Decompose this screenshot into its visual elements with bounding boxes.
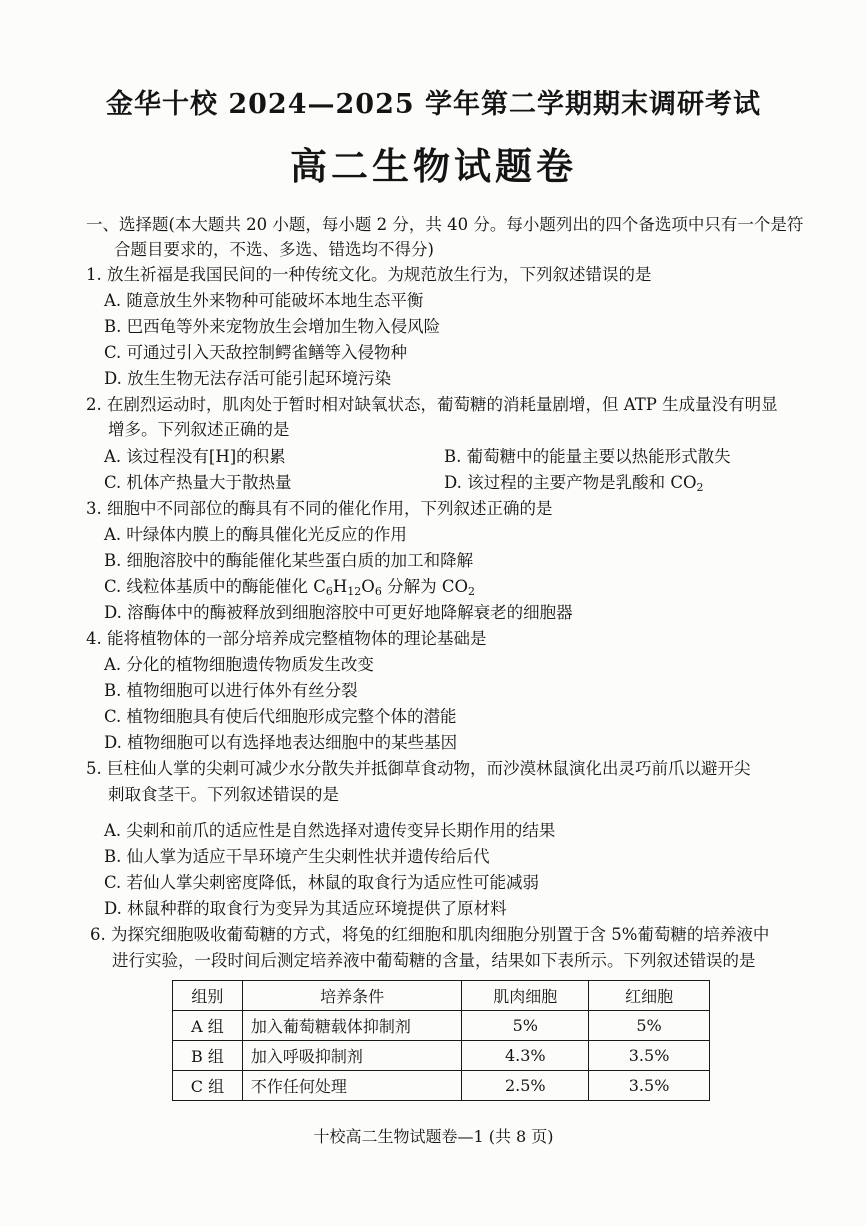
question-5-option-d: D. 林鼠种群的取食行为变异为其适应环境提供了原材料 (104, 899, 507, 918)
question-1-option-a: A. 随意放生外来物种可能破坏本地生态平衡 (104, 291, 424, 310)
question-5-stem-line1: 5. 巨柱仙人掌的尖刺可减少水分散失并抵御草食动物，而沙漠林鼠演化出灵巧前爪以避开尖 (86, 759, 751, 778)
section-instructions-line2: 合题目要求的，不选、多选、错选均不得分) (114, 240, 434, 259)
question-2-option-b: B. 葡萄糖中的能量主要以热能形式散失 (444, 447, 731, 466)
question-6-results-table (172, 980, 710, 1101)
table-row (173, 1071, 710, 1101)
question-3-option-a: A. 叶绿体内膜上的酶具催化光反应的作用 (104, 525, 407, 544)
section-instructions-line1: 一、选择题(本大题共 20 小题，每小题 2 分，共 40 分。每小题列出的四个备选项中只有一个是符 (86, 215, 804, 234)
question-3-option-b: B. 细胞溶胶中的酶能催化某些蛋白质的加工和降解 (104, 551, 474, 570)
exam-title: 金华十校 2024—2025 学年第二学期期末调研考试 (105, 89, 762, 120)
question-1-stem: 1. 放生祈福是我国民间的一种传统文化。为规范放生行为，下列叙述错误的是 (86, 265, 652, 284)
table-cell: 3.5% (589, 1071, 710, 1101)
question-2-stem-line1: 2. 在剧烈运动时，肌肉处于暂时相对缺氧状态，葡萄糖的消耗量剧增，但 ATP 生成量没有明显 (86, 395, 778, 414)
question-2-option-a: A. 该过程没有[H]的积累 (104, 447, 286, 466)
table-cell: B 组 (173, 1041, 243, 1071)
table-header-cell: 组别 (173, 981, 243, 1011)
question-1-option-d: D. 放生生物无法存活可能引起环境污染 (104, 369, 392, 388)
question-3-option-c: C. 线粒体基质中的酶能催化 $C_6H_{12}O_6$ 分解为 $CO_2$ (104, 577, 475, 598)
question-4-option-d: D. 植物细胞可以有选择地表达细胞中的某些基因 (104, 733, 458, 752)
table-cell: 加入呼吸抑制剂 (242, 1041, 462, 1071)
question-4-option-c: C. 植物细胞具有使后代细胞形成完整个体的潜能 (104, 707, 457, 726)
question-1-option-b: B. 巴西龟等外来宠物放生会增加生物入侵风险 (104, 317, 441, 336)
question-6-stem-line2: 进行实验，一段时间后测定培养液中葡萄糖的含量，结果如下表所示。下列叙述错误的是 (112, 951, 756, 970)
question-2-stem-line2: 增多。下列叙述正确的是 (108, 420, 290, 439)
question-2-option-c: C. 机体产热量大于散热量 (104, 473, 292, 492)
table-row (173, 1011, 710, 1041)
question-1-option-c: C. 可通过引入天敌控制鳄雀鳝等入侵物种 (104, 343, 408, 362)
question-6-stem-line1: 6. 为探究细胞吸收葡萄糖的方式，将兔的红细胞和肌肉细胞分别置于含 5%葡萄糖的培养液中 (90, 925, 770, 944)
table-cell: 4.3% (462, 1041, 589, 1071)
table-header-cell: 红细胞 (589, 981, 710, 1011)
question-5-stem-line2: 刺取食茎干。下列叙述错误的是 (108, 785, 339, 804)
question-3-option-d: D. 溶酶体中的酶被释放到细胞溶胶中可更好地降解衰老的细胞器 (104, 603, 573, 622)
question-5-option-c: C. 若仙人掌尖刺密度降低，林鼠的取食行为适应性可能减弱 (104, 873, 540, 892)
table-cell: 不作任何处理 (242, 1071, 462, 1101)
question-4-option-b: B. 植物细胞可以进行体外有丝分裂 (104, 681, 358, 700)
page-footer: 十校高二生物试题卷—1 (共 8 页) (313, 1127, 554, 1146)
question-5-option-a: A. 尖刺和前爪的适应性是自然选择对遗传变异长期作用的结果 (104, 821, 556, 840)
question-2-option-d: D. 该过程的主要产物是乳酸和 $CO_2$ (444, 473, 704, 494)
exam-subtitle: 高二生物试题卷 (290, 144, 577, 188)
table-row (173, 1041, 710, 1071)
table-cell: 3.5% (589, 1041, 710, 1071)
table-header-cell: 培养条件 (242, 981, 462, 1011)
question-4-option-a: A. 分化的植物细胞遗传物质发生改变 (104, 655, 374, 674)
question-5-option-b: B. 仙人掌为适应干旱环境产生尖刺性状并遗传给后代 (104, 847, 490, 866)
table-cell: 加入葡萄糖载体抑制剂 (242, 1011, 462, 1041)
table-cell: 5% (589, 1011, 710, 1041)
table-cell: 5% (462, 1011, 589, 1041)
table-header-row (173, 981, 710, 1011)
question-3-stem: 3. 细胞中不同部位的酶具有不同的催化作用，下列叙述正确的是 (86, 499, 553, 518)
table-header-cell: 肌肉细胞 (462, 981, 589, 1011)
table-cell: C 组 (173, 1071, 243, 1101)
question-4-stem: 4. 能将植物体的一部分培养成完整植物体的理论基础是 (86, 629, 487, 648)
table-cell: A 组 (173, 1011, 243, 1041)
table-cell: 2.5% (462, 1071, 589, 1101)
